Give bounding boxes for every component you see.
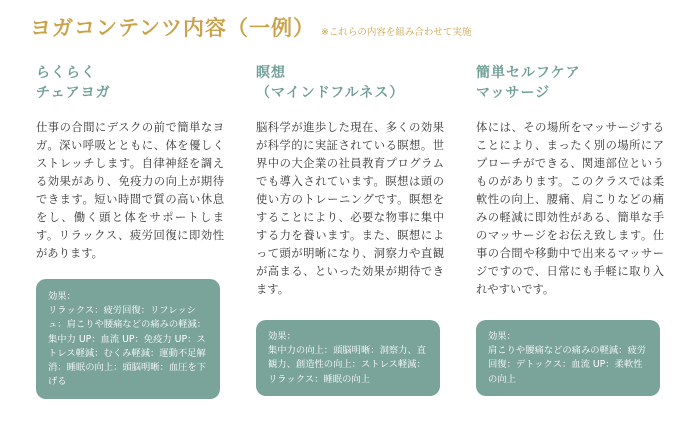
effects-text: 集中力の向上：頭脳明晰：洞察力、直観力、創造性の向上：ストレス軽減：リラックス：睡眠の向上 (268, 345, 427, 385)
effects-label: 効果： (268, 331, 296, 342)
column-title-line2: チェアヨガ (36, 85, 111, 101)
column-title-line2: （マインドフルネス） (256, 85, 405, 101)
effects-text: リラックス：疲労回復：リフレッシュ：肩こりや腰痛などの痛みの軽減：集中力 UP：血流 UP：免疫力 UP：ストレス軽減：むくみ軽減：運動不足解消：睡眠の向上：頭脳明晰：血圧を下げる (48, 305, 207, 388)
page-header (30, 12, 471, 42)
effects-text: 肩こりや腰痛などの痛みの軽減：疲労回復：デトックス：血流 UP：柔軟性の向上 (488, 345, 647, 385)
column-title-line1: 簡単セルフケア (476, 65, 581, 81)
column-self-massage (476, 63, 664, 299)
effects-label: 効果： (488, 331, 516, 342)
page-title: ヨガコンテンツ内容（一例） (30, 16, 315, 40)
column-title (476, 63, 664, 103)
column-body: 仕事の合間にデスクの前で簡単なヨガ。深い呼吸とともに、体を優しくストレッチします。自律神経を調える効果があり、免疫力の向上が期待できます。短い時間で質の高い休息をし、働く頭と体をサポートします。リラックス、疲労回復に即効性があります。 (36, 121, 224, 260)
page-note: ※これらの内容を組み合わせて実施 (320, 27, 472, 38)
effects-box-chair-yoga (36, 279, 220, 399)
column-meditation (256, 63, 444, 299)
effects-box-meditation (256, 320, 440, 396)
column-body: 体には、その場所をマッサージすることにより、まったく別の場所にアプローチができる、関連部位というものがあります。このクラスでは柔軟性の向上、腰痛、肩こりなどの痛みの軽減に即効性がある、簡単な手のマッサージをお伝え致します。仕事の合間や移動中で出来るマッサージですので、日常にも手軽に取り入れやすいです。 (476, 121, 664, 296)
column-chair-yoga (36, 63, 224, 263)
column-title-line2: マッサージ (476, 85, 551, 101)
column-body: 脳科学が進歩した現在、多くの効果が科学的に実証されている瞑想。世界中の大企業の社員教育プログラムでも導入されています。瞑想は頭の使い方のトレーニングです。瞑想をすることにより、必要な物事に集中する力を養います。また、瞑想によって頭が明晰になり、洞察力や直観が高まる、といった効果が期待できます。 (256, 121, 444, 296)
column-title-line1: 瞑想 (256, 65, 286, 81)
column-title (256, 63, 444, 103)
column-title (36, 63, 224, 103)
effects-label: 効果： (48, 291, 76, 302)
column-title-line1: らくらく (36, 65, 96, 81)
effects-box-self-massage (476, 320, 660, 396)
